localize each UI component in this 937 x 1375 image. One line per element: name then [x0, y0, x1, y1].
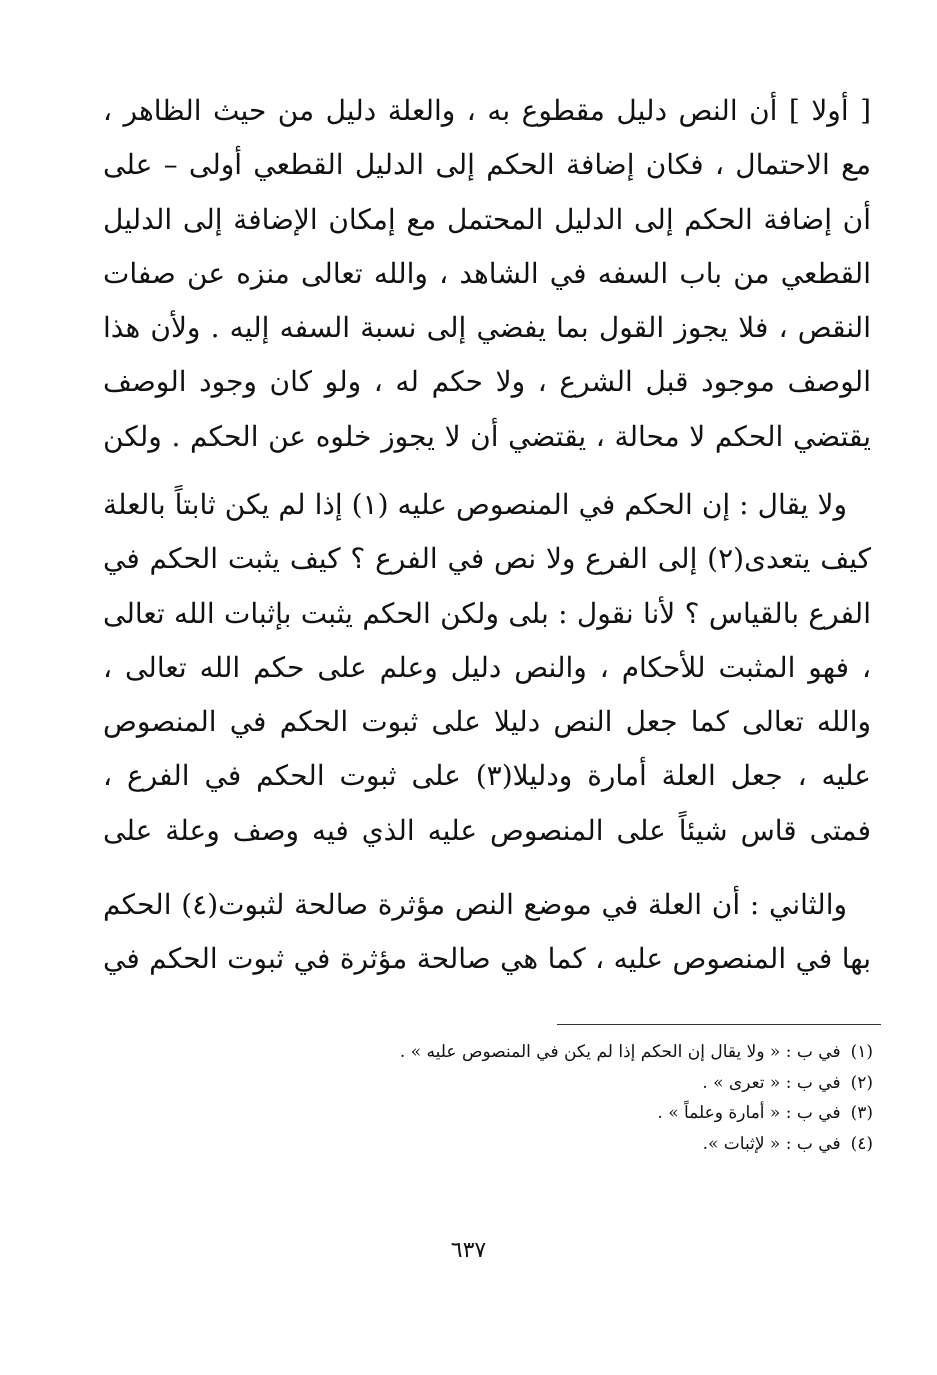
footnotes	[113, 1037, 873, 1159]
footnote-marker: (٤)	[850, 1133, 873, 1154]
paragraph-2: ولا يقال : إن الحكم في المنصوص عليه (١) إذا لم يكن ثابتاً بالعلة كيف يتعدى(٢) إلى الفرع ولا نص في الفرع ؟ كيف يثبت الحكم في الفرع بالقياس ؟ لأنا نقول : بلى ولكن الحكم يثبت بإثبات الله تعالى ، فهو المثبت للأحكام ، والنص دليل وعلم على حكم الله تعالى ، والله تعالى كما جعل النص دليلا على ثبوت الحكم في المنصوص عليه ، جعل العلة أمارة ودليلا(٣) على ثبوت الحكم في الفرع ، فمتى قاس شيئاً على المنصوص عليه الذي فيه وصف وعلة على	[103, 488, 871, 847]
page-number-value: ٦٣٧	[450, 1238, 487, 1263]
footnote-marker: (٣)	[850, 1103, 873, 1123]
page-number	[0, 1238, 937, 1263]
footnote-4	[113, 1129, 873, 1160]
footnote-3	[113, 1098, 873, 1129]
paragraph-1: [ أولا ] أن النص دليل مقطوع به ، والعلة دليل من حيث الظاهر ، مع الاحتمال ، فكان إضافة الحكم إلى الدليل القطعي أولى – على أن إضافة الحكم إلى الدليل المحتمل مع إمكان الإضافة إلى الدليل القطعي من باب السفه في الشاهد ، والله تعالى منزه عن صفات النقص ، فلا يجوز القول بما يفضي إلى نسبة السفه إليه . ولأن هذا الوصف موجود قبل الشرع ، ولا حكم له ، ولو كان وجود الوصف يقتضي الحكم لا محالة ، يقتضي أن لا يجوز خلوه عن الحكم . ولكن	[103, 94, 871, 453]
footnote-marker: (٢)	[850, 1072, 873, 1093]
main-text	[103, 84, 871, 988]
footnote-text: في ب : « لإثبات ».	[702, 1133, 841, 1154]
footnote-text: في ب : « تعرى » .	[702, 1072, 841, 1093]
footnote-2	[113, 1068, 873, 1099]
footnote-text: في ب : « أمارة وعلماً » .	[657, 1103, 841, 1123]
footnote-divider	[557, 1024, 881, 1025]
footnote-1	[113, 1037, 873, 1068]
footnote-text: في ب : « ولا يقال إن الحكم إذا لم يكن في المنصوص عليه » .	[399, 1042, 841, 1062]
paragraph-3: والثاني : أن العلة في موضع النص مؤثرة صالحة لثبوت(٤) الحكم بها في المنصوص عليه ، كما هي صالحة مؤثرة في ثبوت الحكم في	[103, 888, 871, 976]
footnote-marker: (١)	[850, 1042, 873, 1062]
